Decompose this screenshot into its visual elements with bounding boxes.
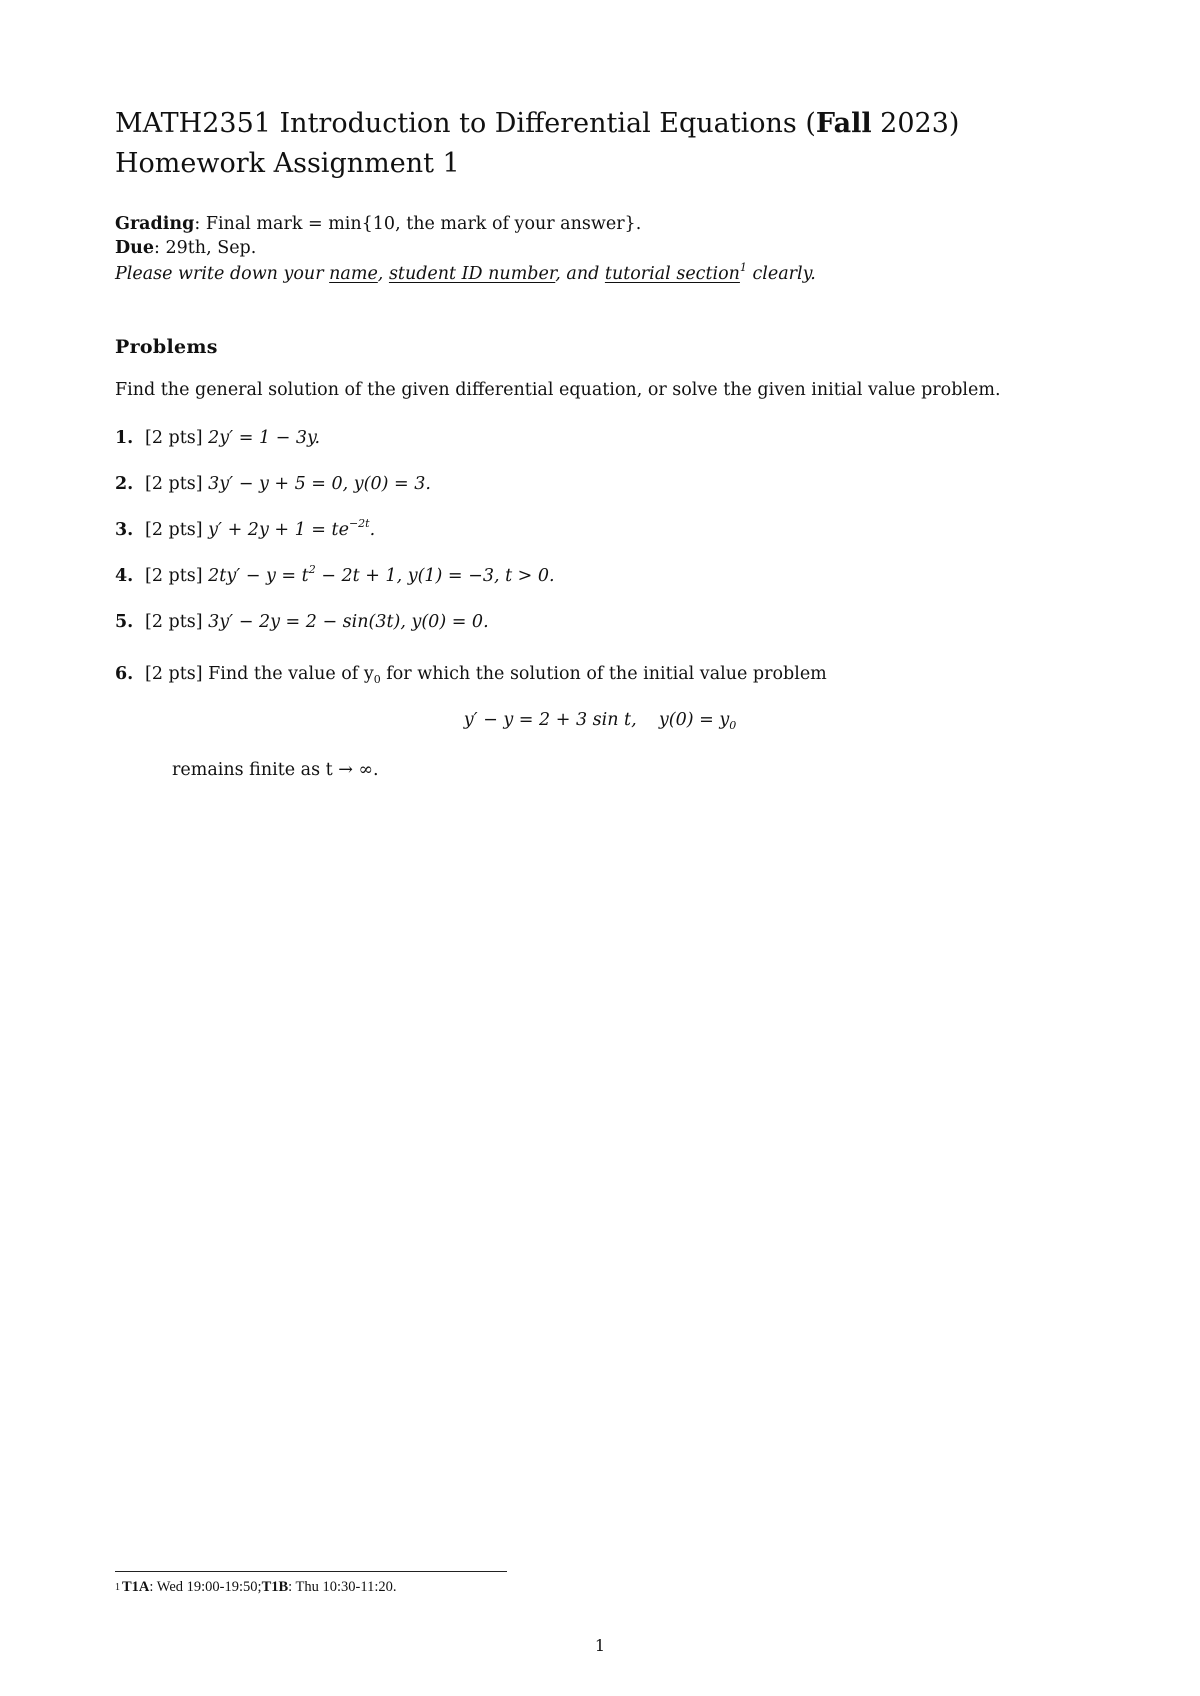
problem-number: 5.: [115, 612, 134, 632]
due-label: Due: [115, 238, 155, 258]
problem-number: 2.: [115, 474, 134, 494]
document-title: [115, 104, 959, 184]
problem-text: $y' + 2y + 1 = te^{-2t}$.: [208, 517, 376, 540]
problem-2: [115, 472, 431, 496]
footnote-t1b-label: T1B: [261, 1579, 289, 1595]
page-number: 1: [594, 1636, 606, 1655]
instruction-line: Please write down your name, student ID number, and tutorial section$^1$ clearly.: [115, 261, 816, 284]
problem-points: [2 pts]: [145, 428, 203, 448]
footnote-reference: 1: [739, 261, 747, 274]
grading-line: [115, 212, 641, 236]
problem-text: 3y′ − y + 5 = 0, y(0) = 3.: [208, 474, 431, 494]
problems-heading: Problems: [115, 336, 218, 358]
problem-5: [115, 610, 489, 634]
problem-3: [115, 518, 375, 542]
title-line-2: Homework Assignment 1: [115, 148, 460, 179]
problem-6-condition: remains finite as t → ∞.: [172, 760, 379, 780]
problem-1: [115, 426, 320, 450]
problem-points: [2 pts]: [145, 520, 203, 540]
instruction-name: name: [329, 264, 378, 284]
problem-text: 3y′ − 2y = 2 − sin(3t), y(0) = 0.: [208, 612, 489, 632]
problem-points: [2 pts]: [145, 474, 203, 494]
instruction-student-id: student ID number: [388, 264, 556, 284]
problem-points: [2 pts]: [145, 566, 203, 586]
problem-number: 1.: [115, 428, 134, 448]
due-text: : 29th, Sep.: [154, 238, 257, 258]
instruction-tutorial-section: tutorial section: [604, 264, 740, 284]
problem-number: 6.: [115, 664, 134, 684]
footnote-divider: [115, 1571, 507, 1572]
grading-text: : Final mark = min{10, the mark of your answer}.: [194, 214, 642, 234]
problems-intro: Find the general solution of the given differential equation, or solve the given initial value problem.: [115, 380, 1001, 400]
problem-number: 3.: [115, 520, 134, 540]
problem-6-equation: y′ − y = 2 + 3 sin t, $y(0) = y_0$: [463, 710, 737, 732]
problem-text: 2y′ = 1 − 3y.: [208, 428, 321, 448]
problem-points: [2 pts]: [145, 664, 203, 684]
problem-text: $2ty' - y = t^2 - 2t + 1$, y(1) = −3, t > 0.: [208, 563, 555, 586]
grading-label: Grading: [115, 214, 195, 234]
problem-number: 4.: [115, 566, 134, 586]
problem-6: [115, 662, 827, 686]
footnote-mark: 1: [115, 1582, 120, 1593]
problem-text: Find the value of $y_0$ for which the solution of the initial value problem: [208, 664, 827, 686]
problem-4: [115, 564, 555, 588]
footnote: 1 T1A: Wed 19:00-19:50;T1B: Thu 10:30-11:20.: [115, 1579, 397, 1595]
footnote-t1a-label: T1A: [122, 1579, 150, 1595]
problem-points: [2 pts]: [145, 612, 203, 632]
title-term: Fall: [815, 108, 872, 139]
due-line: [115, 236, 256, 260]
title-line-1: MATH2351 Introduction to Differential Equations (Fall 2023): [115, 108, 960, 139]
